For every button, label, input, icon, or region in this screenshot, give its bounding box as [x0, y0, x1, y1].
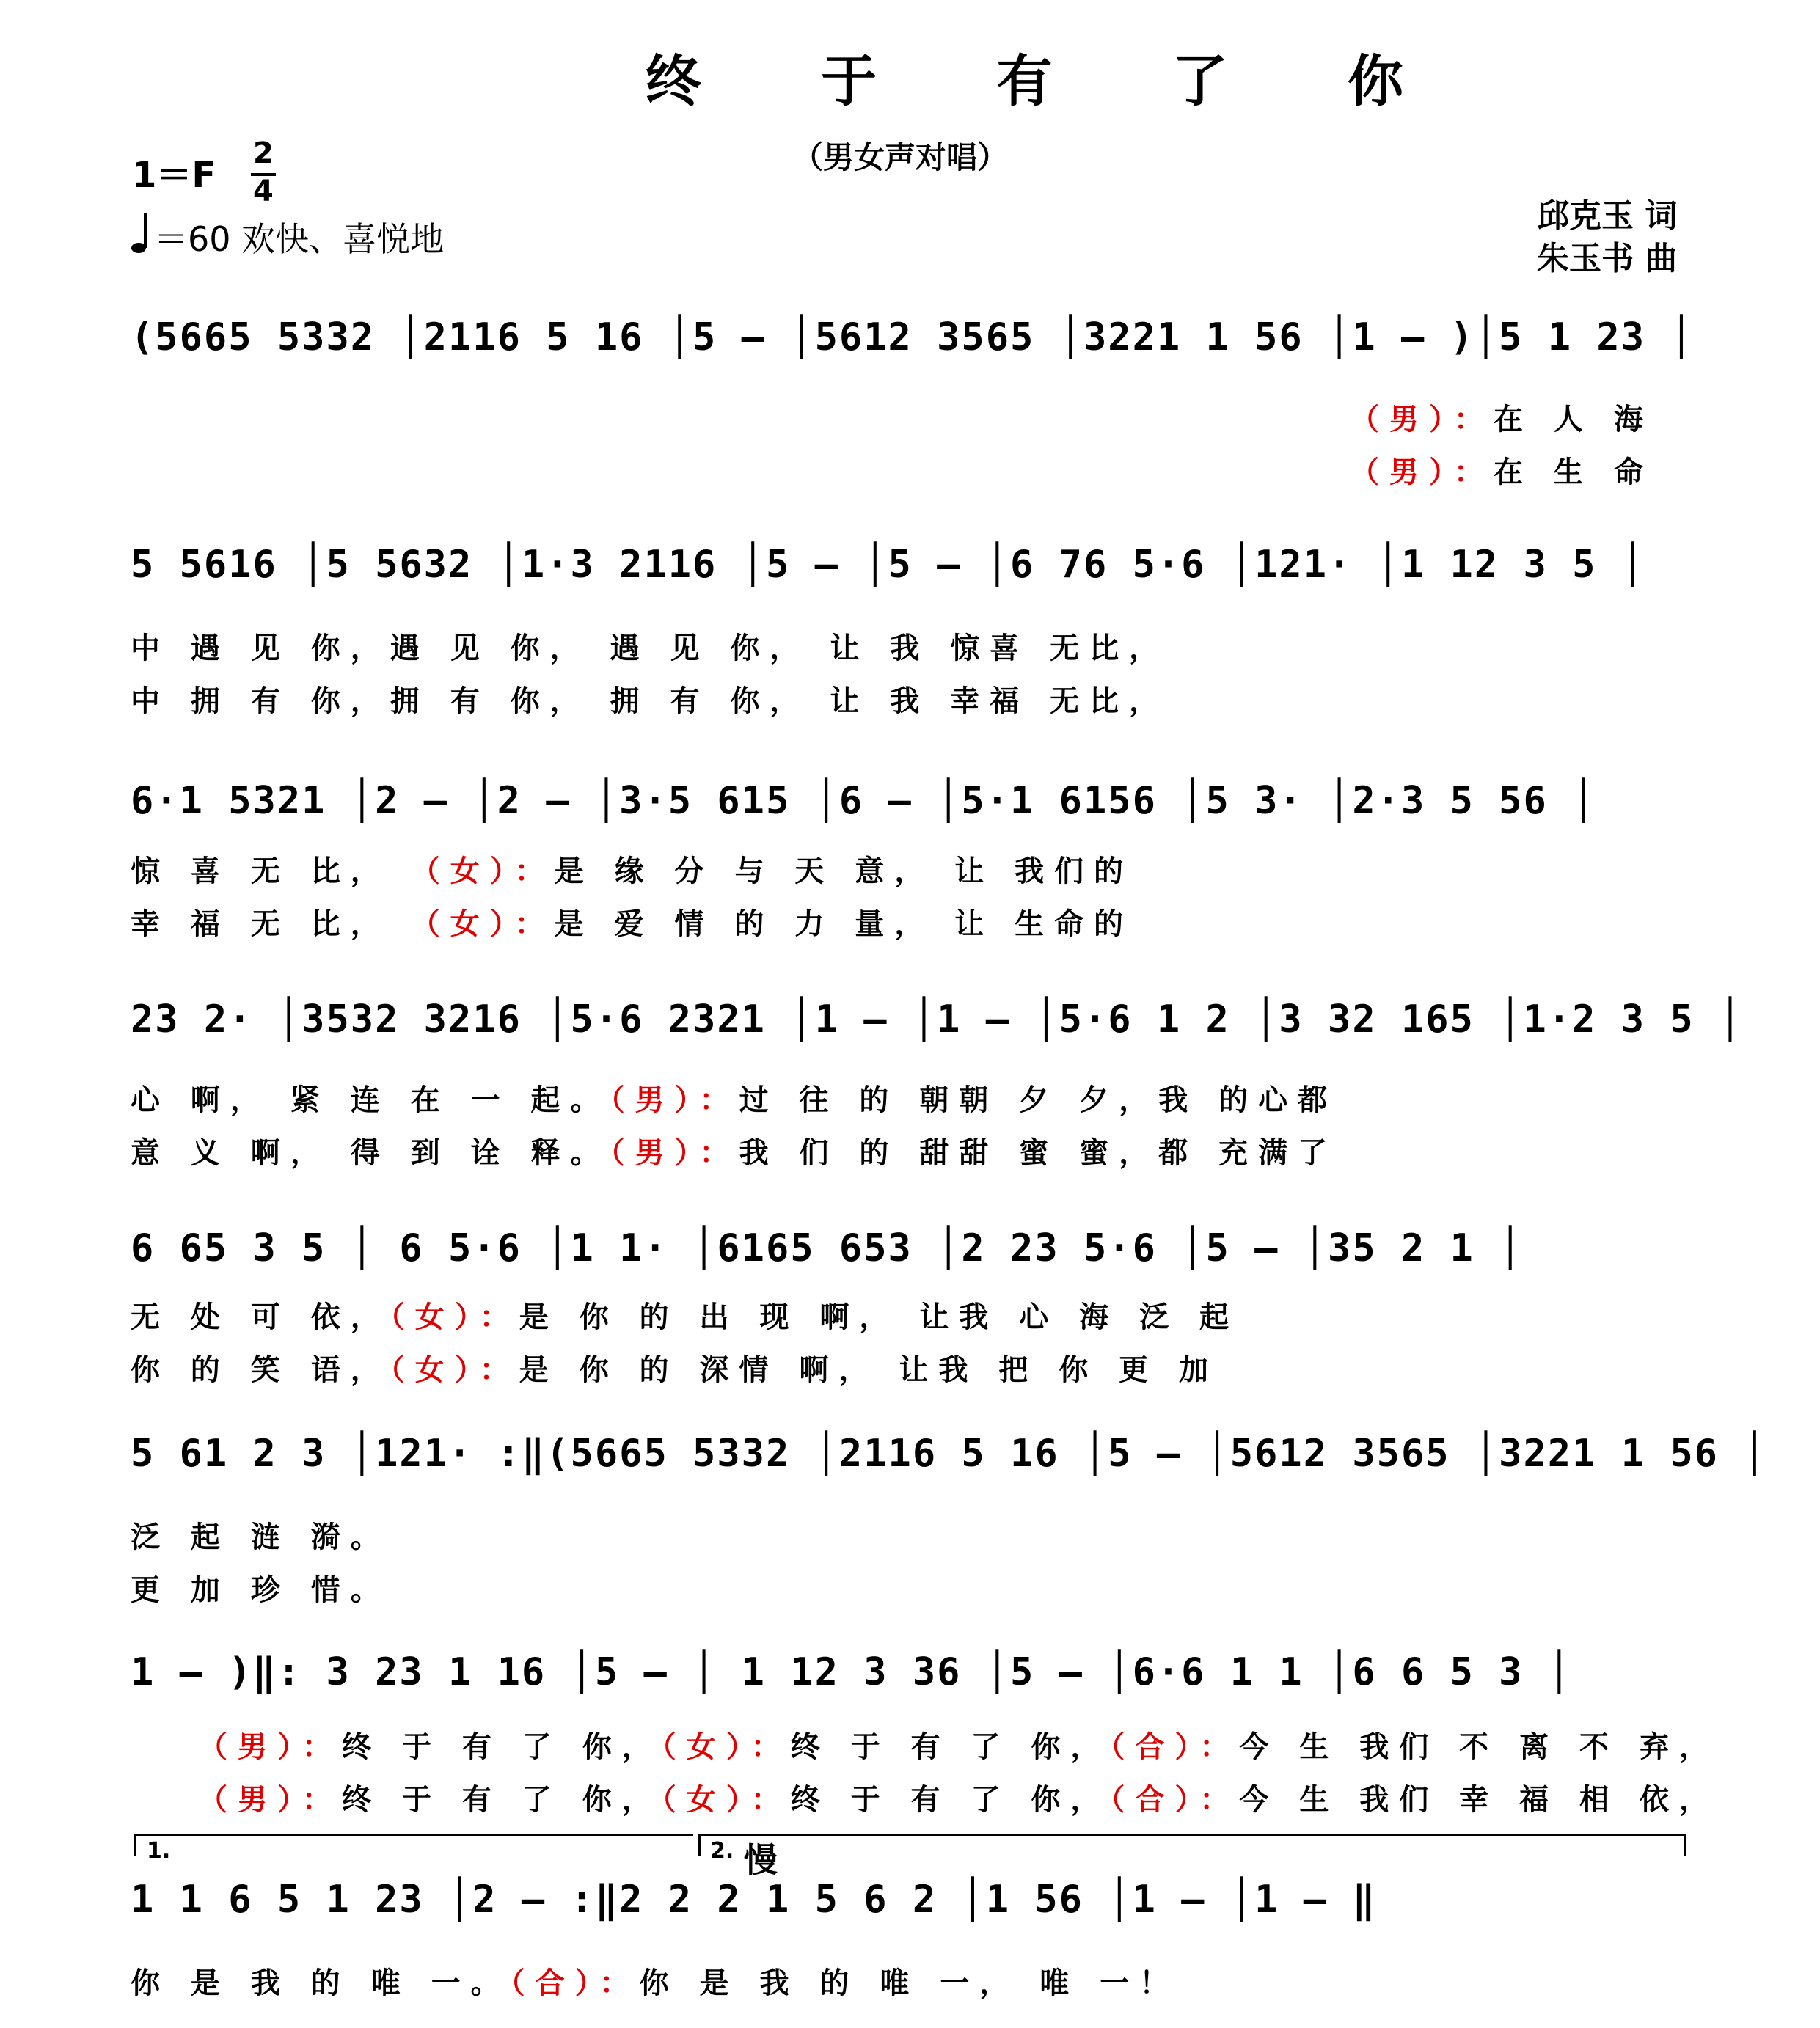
singer-role-marker: （男）：: [610, 1083, 739, 1117]
quarter-note-icon: [131, 211, 153, 258]
lyrics-system-4-verse-2: 意 义 啊， 得 到 诠 释。（男）：我 们 的 甜甜 蜜 蜜，都 充满了: [131, 1136, 1338, 1170]
lyrics-system-4-verse-1: 心 啊， 紧 连 在 一 起。（男）：过 往 的 朝朝 夕 夕，我 的心都: [131, 1083, 1338, 1117]
lyrics-system-2-verse-1: 中 遇 见 你，遇 见 你， 遇 见 你， 让 我 惊喜 无比，: [131, 632, 1169, 665]
volta-bracket-2: [698, 1834, 1686, 1856]
singer-role-marker: （男）：: [198, 1783, 342, 1817]
lyrics-system-1-verse-1: （男）：在 人 海: [1350, 403, 1653, 436]
volta-bracket-1: [134, 1834, 693, 1856]
notation-system-6: 5 61 2 3 │121· :‖(5665 5332 │2116 5 16 │5 – │5612 3565 │3221 1 56 │: [131, 1432, 1768, 1476]
lyrics-system-5-verse-2: 你 的 笑 语，（女）：是 你 的 深情 啊， 让我 把 你 更 加: [131, 1353, 1219, 1387]
singer-role-marker: （合）：: [510, 1966, 640, 2000]
slow-tempo-mark: 慢: [744, 1840, 778, 1880]
notation-system-3: 6·1 5321 │2 – │2 – │3·5 615 │6 – │5·1 6156 │5 3· │2·3 5 56 │: [131, 779, 1597, 823]
notation-system-7: 1 – )‖: 3 23 1 16 │5 – │ 1 12 3 36 │5 – │6·6 1 1 │6 6 5 3 │: [131, 1650, 1573, 1694]
singer-role-marker: （男）：: [610, 1136, 739, 1170]
lyrics-system-6-verse-2: 更 加 珍 惜。: [131, 1573, 390, 1607]
lyrics-system-1-verse-2: （男）：在 生 命: [1350, 455, 1653, 489]
lyricist-credit: 邱克玉 词: [1537, 197, 1678, 235]
singer-role-marker: （女）：: [390, 1353, 519, 1387]
lyrics-system-3-verse-1: 惊 喜 无 比， （女）：是 缘 分 与 天 意， 让 我们的: [131, 854, 1134, 888]
lyrics-system-7-verse-2: （男）：终 于 有 了 你，（女）：终 于 有 了 你，（合）：今 生 我们 幸 福 相 依，: [198, 1783, 1719, 1817]
singer-role-marker: （女）：: [661, 1730, 791, 1764]
song-title: 终 于 有 了 你: [646, 48, 1454, 114]
lyrics-system-8: 你 是 我 的 唯 一。（合）：你 是 我 的 唯 一， 唯 一！: [131, 1966, 1180, 2000]
volta-1-label: 1.: [147, 1838, 171, 1864]
composer-credit: 朱玉书 曲: [1537, 240, 1678, 277]
key-signature: 1＝F: [132, 155, 216, 196]
singer-role-marker: （合）：: [1110, 1730, 1240, 1764]
singer-role-marker: （女）：: [390, 1300, 519, 1334]
singer-role-marker: （合）：: [1110, 1783, 1240, 1817]
notation-system-4: 23 2· │3532 3216 │5·6 2321 │1 – │1 – │5·6 1 2 │3 32 165 │1·2 3 5 │: [131, 997, 1744, 1042]
notation-system-2: 5 5616 │5 5632 │1·3 2116 │5 – │5 – │6 76 5·6 │121· │1 12 3 5 │: [131, 543, 1646, 587]
singer-role-marker: （女）：: [410, 854, 555, 888]
singer-role-marker: （女）：: [410, 907, 555, 941]
singer-role-marker: （男）：: [198, 1730, 342, 1764]
performance-note: （男女声对唱）: [792, 139, 1009, 175]
notation-system-5: 6 65 3 5 │ 6 5·6 │1 1· │6165 653 │2 23 5·6 │5 – │35 2 1 │: [131, 1226, 1524, 1270]
lyrics-system-5-verse-1: 无 处 可 依，（女）：是 你 的 出 现 啊， 让我 心 海 泛 起: [131, 1300, 1240, 1334]
time-signature-bottom: 4: [253, 175, 274, 208]
lyrics-system-3-verse-2: 幸 福 无 比， （女）：是 爱 情 的 力 量， 让 生命的: [131, 907, 1134, 941]
time-signature-top: 2: [253, 136, 274, 170]
notation-system-1: (5665 5332 │2116 5 16 │5 – │5612 3565 │3221 1 56 │1 – )│5 1 23 │: [131, 315, 1695, 359]
lyrics-system-6-verse-1: 泛 起 涟 漪。: [131, 1520, 390, 1554]
notation-system-8: 1 1 6 5 1 23 │2 – :‖2 2 2 1 5 6 2 │1 56 │1 – │1 – ‖: [131, 1878, 1377, 1922]
singer-role-marker: （男）：: [1350, 455, 1494, 489]
volta-2-label: 2.: [710, 1838, 734, 1864]
singer-role-marker: （女）：: [661, 1783, 791, 1817]
tempo-marking: ＝60 欢快、喜悦地: [154, 219, 445, 259]
lyrics-system-7-verse-1: （男）：终 于 有 了 你，（女）：终 于 有 了 你，（合）：今 生 我们 不 离 不 弃，: [198, 1730, 1719, 1764]
singer-role-marker: （男）：: [1350, 403, 1494, 436]
lyrics-system-2-verse-2: 中 拥 有 你，拥 有 你， 拥 有 你， 让 我 幸福 无比，: [131, 684, 1169, 718]
